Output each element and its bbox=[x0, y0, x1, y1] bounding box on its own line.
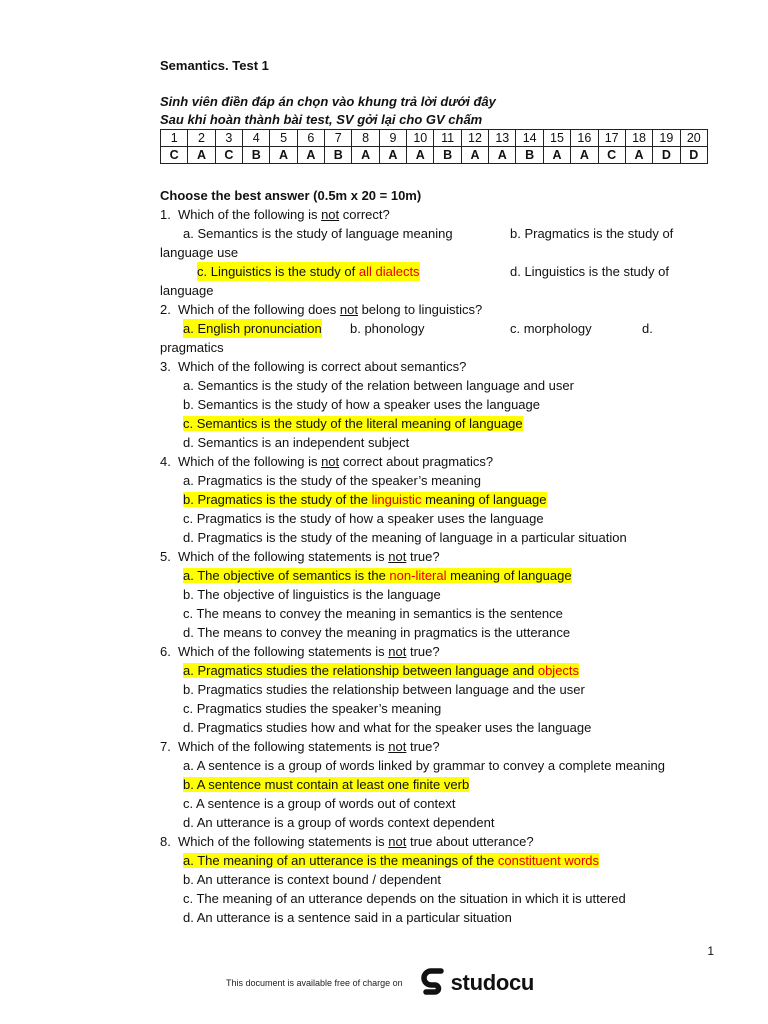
answer-key-cell[interactable]: D bbox=[653, 147, 680, 164]
studocu-brand-text: studocu bbox=[450, 970, 535, 995]
answer-key-cell[interactable]: B bbox=[434, 147, 461, 164]
question-underline: not bbox=[388, 644, 407, 659]
answer-number-cell: 17 bbox=[598, 130, 625, 147]
answer-key-cell[interactable]: B bbox=[243, 147, 270, 164]
q4-option-d: d. Pragmatics is the study of the meaning of language in a particular situation bbox=[183, 530, 627, 545]
answer-key-cell[interactable]: C bbox=[161, 147, 188, 164]
q1-option-d: d. Linguistics is the study of bbox=[510, 264, 669, 279]
answer-number-cell: 5 bbox=[270, 130, 297, 147]
answer-number-cell: 8 bbox=[352, 130, 379, 147]
document-page bbox=[160, 58, 720, 927]
q4-option-b bbox=[160, 490, 720, 509]
answer-key-cell[interactable]: C bbox=[215, 147, 242, 164]
footer-note: This document is available free of charge on bbox=[226, 978, 403, 988]
q2-option-d-continued: pragmatics bbox=[160, 340, 224, 355]
answer-number-cell: 9 bbox=[379, 130, 406, 147]
q2-options-row bbox=[160, 319, 720, 338]
option-text: a. The objective of semantics is the bbox=[183, 568, 390, 583]
q6-option-b: b. Pragmatics studies the relationship between language and the user bbox=[183, 682, 585, 697]
answer-key-cell[interactable]: A bbox=[543, 147, 570, 164]
question-text: Which of the following statements is bbox=[178, 549, 389, 564]
answer-number-cell: 6 bbox=[297, 130, 324, 147]
answer-table-number-row bbox=[161, 130, 708, 147]
answer-key-cell[interactable]: A bbox=[297, 147, 324, 164]
question-1 bbox=[160, 205, 720, 224]
option-highlight bbox=[183, 853, 599, 868]
option-text: a. Pragmatics studies the relationship between language and bbox=[183, 663, 538, 678]
answer-number-cell: 10 bbox=[407, 130, 434, 147]
q7-option-c: c. A sentence is a group of words out of context bbox=[183, 796, 456, 811]
question-6 bbox=[160, 642, 720, 661]
answer-key-cell[interactable]: A bbox=[188, 147, 215, 164]
question-text: Which of the following does bbox=[178, 302, 340, 317]
option-highlight bbox=[183, 663, 579, 678]
answer-key-cell[interactable]: A bbox=[270, 147, 297, 164]
answer-key-cell[interactable]: D bbox=[680, 147, 707, 164]
option-text: b. Pragmatics is the study of the bbox=[183, 492, 372, 507]
q7-option-d: d. An utterance is a group of words context dependent bbox=[183, 815, 495, 830]
option-red-text: objects bbox=[537, 663, 580, 678]
q4-option-c: c. Pragmatics is the study of how a speaker uses the language bbox=[183, 511, 544, 526]
answer-key-cell[interactable]: B bbox=[325, 147, 352, 164]
question-text: Which of the following is bbox=[178, 207, 322, 222]
question-number: 8. bbox=[160, 834, 171, 849]
answer-number-cell: 3 bbox=[215, 130, 242, 147]
question-text-end: belong to linguistics? bbox=[357, 302, 483, 317]
question-text: Which of the following statements is bbox=[178, 834, 389, 849]
question-text-end: true about utterance? bbox=[406, 834, 534, 849]
question-text-end: correct about pragmatics? bbox=[339, 454, 494, 469]
q2-option-a: a. English pronunciation bbox=[183, 321, 322, 336]
question-text: Which of the following statements is bbox=[178, 644, 389, 659]
answer-key-cell[interactable]: C bbox=[598, 147, 625, 164]
page-title: Semantics. Test 1 bbox=[160, 58, 269, 73]
question-3 bbox=[160, 357, 720, 376]
q5-option-b: b. The objective of linguistics is the language bbox=[183, 587, 441, 602]
studocu-logo[interactable] bbox=[421, 968, 534, 998]
q7-option-b bbox=[160, 775, 720, 794]
answer-key-cell[interactable]: A bbox=[461, 147, 488, 164]
answer-key-cell[interactable]: A bbox=[379, 147, 406, 164]
q5-option-c: c. The means to convey the meaning in semantics is the sentence bbox=[183, 606, 563, 621]
answer-table-key-row bbox=[161, 147, 708, 164]
question-underline: not bbox=[321, 207, 340, 222]
answer-number-cell: 16 bbox=[571, 130, 598, 147]
question-number: 1. bbox=[160, 207, 171, 222]
q8-option-c: c. The meaning of an utterance depends on the situation in which it is uttered bbox=[183, 891, 626, 906]
q1-option-b-continued: language use bbox=[160, 245, 239, 260]
question-underline: not bbox=[388, 739, 407, 754]
question-5 bbox=[160, 547, 720, 566]
answer-number-cell: 20 bbox=[680, 130, 707, 147]
option-red-text: constituent words bbox=[497, 853, 600, 868]
q3-option-c bbox=[160, 414, 720, 433]
question-number: 5. bbox=[160, 549, 171, 564]
q6-option-a bbox=[160, 661, 720, 680]
q3-option-a: a. Semantics is the study of the relation between language and user bbox=[183, 378, 574, 393]
answer-number-cell: 2 bbox=[188, 130, 215, 147]
answer-table bbox=[160, 129, 708, 164]
option-text: c. Linguistics is the study of bbox=[197, 264, 359, 279]
q1-option-a: a. Semantics is the study of language meaning bbox=[183, 226, 453, 241]
question-number: 6. bbox=[160, 644, 171, 659]
question-text-end: correct? bbox=[339, 207, 390, 222]
q4-option-a: a. Pragmatics is the study of the speaker’s meaning bbox=[183, 473, 481, 488]
question-7 bbox=[160, 737, 720, 756]
option-text: c. Semantics is the study of the literal meaning of language bbox=[183, 416, 523, 431]
studocu-logo-icon bbox=[421, 968, 447, 998]
q3-option-d: d. Semantics is an independent subject bbox=[183, 435, 410, 450]
option-text-end: meaning of language bbox=[446, 568, 572, 583]
option-red-text: all dialects bbox=[358, 264, 420, 279]
question-4 bbox=[160, 452, 720, 471]
option-text-end: meaning of language bbox=[421, 492, 547, 507]
q6-option-c: c. Pragmatics studies the speaker’s meaning bbox=[183, 701, 442, 716]
question-underline: not bbox=[388, 549, 407, 564]
question-text-end: true? bbox=[406, 644, 440, 659]
instruction-line-2: Sau khi hoàn thành bài test, SV gởi lại cho GV chấm bbox=[160, 112, 483, 127]
q5-option-a bbox=[160, 566, 720, 585]
option-highlight bbox=[183, 568, 572, 583]
q3-option-b: b. Semantics is the study of how a speaker uses the language bbox=[183, 397, 540, 412]
q8-option-a bbox=[160, 851, 720, 870]
answer-number-cell: 12 bbox=[461, 130, 488, 147]
option-text: a. The meaning of an utterance is the meanings of the bbox=[183, 853, 498, 868]
answer-number-cell: 1 bbox=[161, 130, 188, 147]
q1-options-row-2 bbox=[160, 262, 720, 281]
answer-key-cell[interactable]: A bbox=[407, 147, 434, 164]
q1-option-d-continued: language bbox=[160, 283, 214, 298]
question-number: 7. bbox=[160, 739, 171, 754]
question-underline: not bbox=[321, 454, 340, 469]
answer-number-cell: 7 bbox=[325, 130, 352, 147]
question-8 bbox=[160, 832, 720, 851]
q7-option-a: a. A sentence is a group of words linked by grammar to convey a complete meaning bbox=[183, 758, 665, 773]
q1-option-b: b. Pragmatics is the study of bbox=[510, 226, 674, 241]
answer-number-cell: 11 bbox=[434, 130, 461, 147]
q2-option-b: b. phonology bbox=[350, 321, 425, 336]
question-text-end: true? bbox=[406, 739, 440, 754]
page-number: 1 bbox=[707, 944, 714, 958]
q1-options-row-1 bbox=[160, 224, 720, 243]
q8-option-b: b. An utterance is context bound / dependent bbox=[183, 872, 442, 887]
answer-number-cell: 18 bbox=[625, 130, 652, 147]
option-red-text: non-literal bbox=[389, 568, 447, 583]
answer-number-cell: 4 bbox=[243, 130, 270, 147]
question-text: Which of the following is correct about semantics? bbox=[178, 359, 467, 374]
answer-key-cell[interactable]: A bbox=[489, 147, 516, 164]
q5-option-d: d. The means to convey the meaning in pragmatics is the utterance bbox=[183, 625, 571, 640]
answer-number-cell: 19 bbox=[653, 130, 680, 147]
answer-key-cell[interactable]: B bbox=[516, 147, 543, 164]
section-heading: Choose the best answer (0.5m x 20 = 10m) bbox=[160, 188, 422, 203]
answer-key-cell[interactable]: A bbox=[571, 147, 598, 164]
question-2 bbox=[160, 300, 720, 319]
answer-key-cell[interactable]: A bbox=[352, 147, 379, 164]
question-text: Which of the following statements is bbox=[178, 739, 389, 754]
question-underline: not bbox=[339, 302, 358, 317]
question-text: Which of the following is bbox=[178, 454, 322, 469]
option-text: b. A sentence must contain at least one finite verb bbox=[183, 777, 470, 792]
question-number: 2. bbox=[160, 302, 171, 317]
answer-number-cell: 13 bbox=[489, 130, 516, 147]
q8-option-d: d. An utterance is a sentence said in a particular situation bbox=[183, 910, 512, 925]
answer-number-cell: 14 bbox=[516, 130, 543, 147]
instruction-line-1: Sinh viên điền đáp án chọn vào khung trả lời dưới đây bbox=[160, 94, 496, 109]
q2-option-c: c. morphology bbox=[510, 321, 592, 336]
q2-option-d: d. bbox=[642, 321, 653, 336]
q1-option-c bbox=[197, 262, 420, 281]
answer-key-cell[interactable]: A bbox=[625, 147, 652, 164]
option-red-text: linguistic bbox=[371, 492, 422, 507]
option-highlight bbox=[183, 492, 547, 507]
q6-option-d: d. Pragmatics studies how and what for the speaker uses the language bbox=[183, 720, 592, 735]
question-number: 3. bbox=[160, 359, 171, 374]
question-underline: not bbox=[388, 834, 407, 849]
footer bbox=[226, 968, 534, 998]
question-text-end: true? bbox=[406, 549, 440, 564]
answer-number-cell: 15 bbox=[543, 130, 570, 147]
question-number: 4. bbox=[160, 454, 171, 469]
